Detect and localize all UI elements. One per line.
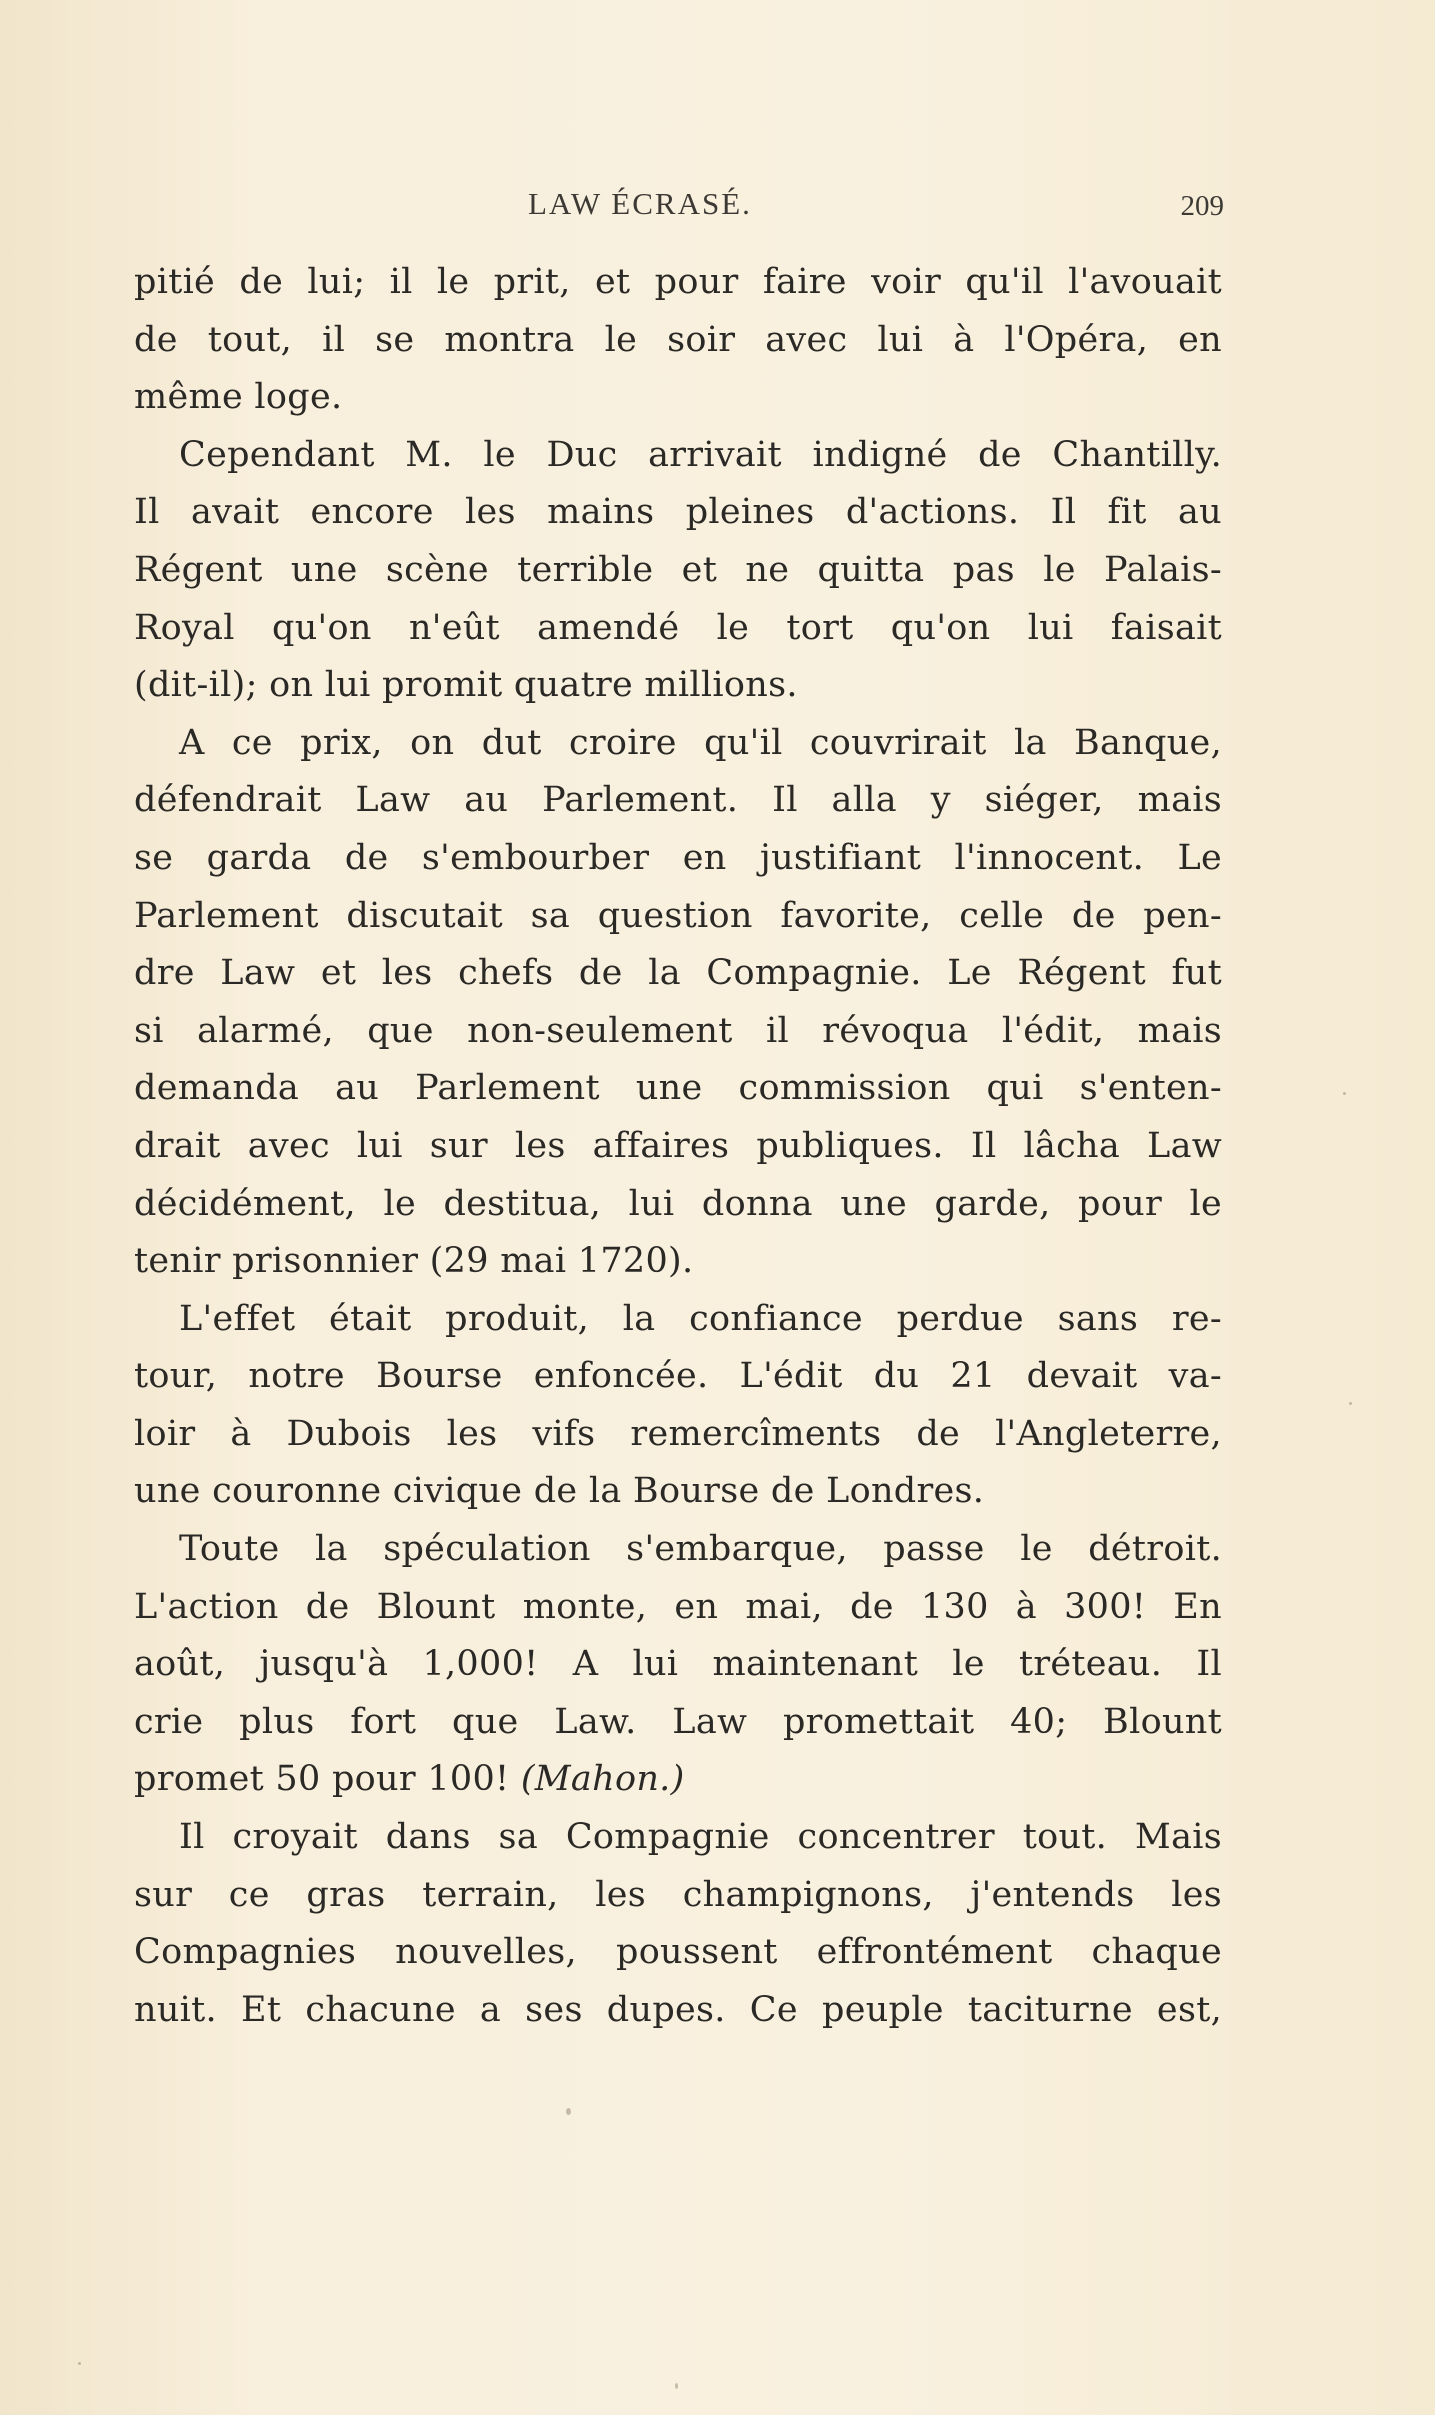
paper-speck — [1343, 1092, 1346, 1095]
text-line: Il croyait dans sa Compagnie concentrer tout. Mais — [179, 1817, 1222, 1858]
text-line: même loge. — [134, 377, 343, 418]
text-line: sur ce gras terrain, les champignons, j'entends les — [134, 1874, 1222, 1915]
text-line: L'action de Blount monte, en mai, de 130 à 300! En — [134, 1586, 1222, 1627]
text-line: loir à Dubois les vifs remercîments de l'Angleterre, — [134, 1413, 1222, 1454]
text-line: Royal qu'on n'eût amendé le tort qu'on lui faisait — [134, 607, 1222, 648]
text-line: demanda au Parlement une commission qui s'enten- — [134, 1068, 1222, 1109]
citation: (Mahon.) — [520, 1759, 685, 1800]
text-line: pitié de lui; il le prit, et pour faire voir qu'il l'avouait — [134, 262, 1222, 302]
page-header — [134, 186, 1224, 230]
text-line: de tout, il se montra le soir avec lui à l'Opéra, en — [134, 319, 1222, 360]
text-line: se garda de s'embourber en justifiant l'innocent. Le — [134, 837, 1222, 878]
text-line: crie plus fort que Law. Law promettait 40; Blount — [134, 1701, 1222, 1742]
text-line: Régent une scène terrible et ne quitta pas le Palais- — [134, 549, 1222, 590]
text-line: tour, notre Bourse enfoncée. L'édit du 21 devait va- — [134, 1356, 1222, 1397]
running-head: LAW ÉCRASÉ. — [528, 186, 752, 221]
text-line: Compagnies nouvelles, poussent effrontément chaque — [134, 1932, 1222, 1973]
text-line: Cependant M. le Duc arrivait indigné de Chantilly. — [179, 434, 1222, 475]
text-line: Il avait encore les mains pleines d'actions. Il fit au — [134, 492, 1222, 533]
text-line: août, jusqu'à 1,000! A lui maintenant le tréteau. Il — [134, 1644, 1222, 1685]
text-line: Parlement discutait sa question favorite, celle de pen- — [134, 895, 1222, 936]
text-line: une couronne civique de la Bourse de Londres. — [134, 1471, 985, 1512]
text-line: nuit. Et chacune a ses dupes. Ce peuple taciturne est, — [134, 1989, 1222, 2030]
text-line: A ce prix, on dut croire qu'il couvrirait la Banque, — [179, 722, 1222, 763]
paper-speck — [566, 2108, 571, 2115]
text-line: défendrait Law au Parlement. Il alla y siéger, mais — [134, 780, 1222, 821]
text-line: (dit-il); on lui promit quatre millions. — [134, 665, 798, 706]
text-line: si alarmé, que non-seulement il révoqua l'édit, mais — [134, 1010, 1222, 1051]
text-line: dre Law et les chefs de la Compagnie. Le Régent fut — [134, 953, 1222, 994]
text-line: Toute la spéculation s'embarque, passe le détroit. — [179, 1529, 1222, 1570]
text-line — [134, 1751, 1222, 1809]
text-line: L'effet était produit, la confiance perdue sans re- — [179, 1298, 1222, 1339]
page-number: 209 — [1180, 190, 1224, 222]
body-text — [134, 254, 1222, 2039]
text-segment: promet 50 pour 100! — [134, 1759, 510, 1800]
text-line: tenir prisonnier (29 mai 1720). — [134, 1241, 694, 1282]
paper-speck — [78, 2362, 81, 2365]
paper-speck — [1349, 1402, 1352, 1405]
text-line: drait avec lui sur les affaires publiques. Il lâcha Law — [134, 1125, 1222, 1166]
paper-speck — [675, 2383, 678, 2389]
text-line: décidément, le destitua, lui donna une garde, pour le — [134, 1183, 1222, 1224]
